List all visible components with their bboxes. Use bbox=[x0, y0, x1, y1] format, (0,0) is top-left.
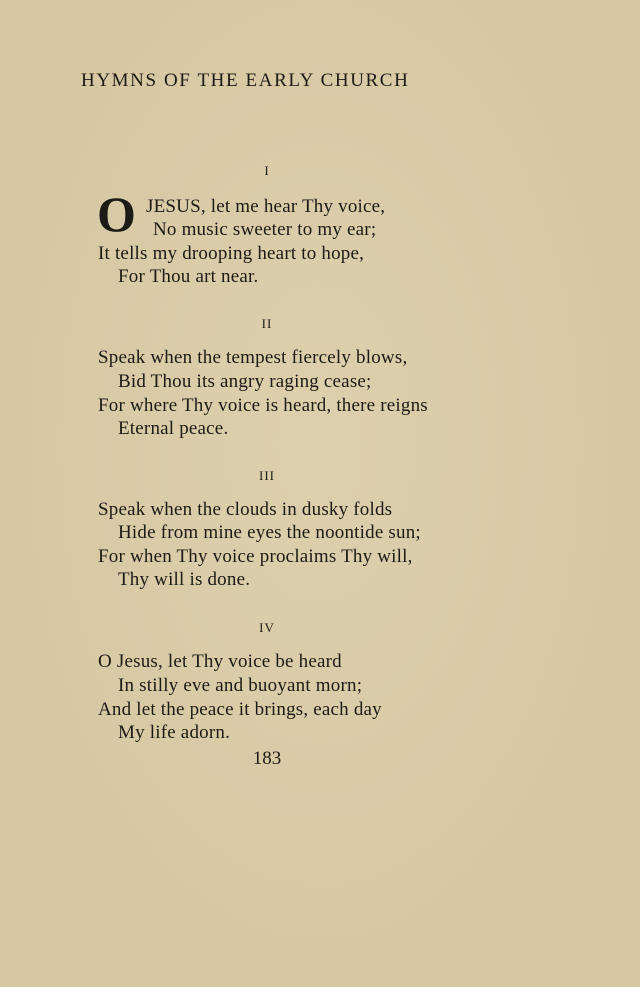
verse-line: For when Thy voice proclaims Thy will, bbox=[98, 546, 413, 567]
verse-line: Eternal peace. bbox=[118, 418, 229, 439]
stanza-number-4: IV bbox=[259, 620, 275, 635]
verse-line: JESUS, let me hear Thy voice, bbox=[146, 196, 386, 217]
verse-line: My life adorn. bbox=[118, 722, 231, 743]
verse-line: Thy will is done. bbox=[118, 569, 251, 590]
verse-line: Bid Thou its angry raging cease; bbox=[118, 371, 372, 392]
verse-line: O Jesus, let Thy voice be heard bbox=[98, 651, 342, 672]
verse-line: Speak when the tempest fiercely blows, bbox=[98, 347, 408, 368]
verse-line: And let the peace it brings, each day bbox=[98, 699, 382, 720]
verse-line: No music sweeter to my ear; bbox=[153, 219, 377, 240]
stanza-number-3: III bbox=[259, 468, 275, 483]
verse-line: In stilly eve and buoyant morn; bbox=[118, 675, 363, 696]
verse-line: Hide from mine eyes the noontide sun; bbox=[118, 522, 421, 543]
verse-line: Speak when the clouds in dusky folds bbox=[98, 499, 393, 520]
verse-line: For Thou art near. bbox=[118, 266, 259, 287]
verse-line: For where Thy voice is heard, there reigns bbox=[98, 395, 428, 416]
stanza-number-2: II bbox=[261, 316, 273, 331]
drop-cap: O bbox=[97, 186, 136, 242]
running-head: HYMNS OF THE EARLY CHURCH bbox=[81, 70, 410, 91]
verse-line: It tells my drooping heart to hope, bbox=[98, 243, 365, 264]
page-number: 183 bbox=[252, 748, 282, 769]
stanza-number-1: I bbox=[264, 163, 270, 178]
